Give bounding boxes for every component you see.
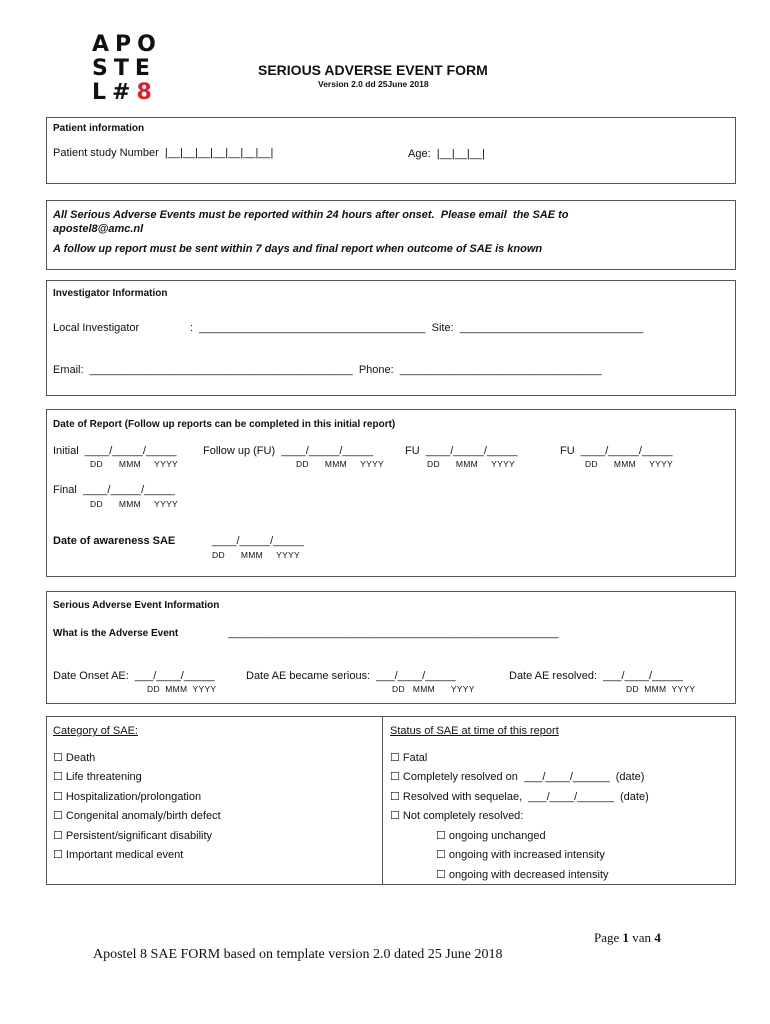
page-total: 4 — [654, 930, 661, 945]
footer-template-note: Apostel 8 SAE FORM based on template version 2.0 dated 25 June 2018 — [93, 947, 503, 962]
awareness-date-field[interactable]: ____/_____/_____ — [212, 535, 304, 547]
page-label: Page — [594, 930, 623, 945]
date-serious-format: DD MMM YYYY — [392, 684, 475, 694]
page-of-label: van — [629, 930, 655, 945]
fu3-date-format: DD MMM YYYY — [585, 459, 674, 469]
date-resolved-format: DD MMM YYYY — [626, 684, 696, 694]
status-ongoing-increased-checkbox[interactable]: ☐ ongoing with increased intensity — [436, 849, 605, 861]
fu2-date-field[interactable]: FU ____/_____/_____ — [405, 445, 518, 457]
status-not-resolved-checkbox[interactable]: ☐ Not completely resolved: — [390, 810, 524, 822]
date-resolved-field[interactable]: Date AE resolved: ___/____/_____ — [509, 670, 683, 682]
form-version: Version 2.0 dd 25June 2018 — [318, 79, 429, 89]
sae-info-heading: Serious Adverse Event Information — [53, 600, 220, 611]
notice-line-1: All Serious Adverse Events must be reported within 24 hours after onset. Please email the SAE to — [53, 209, 569, 221]
final-date-format: DD MMM YYYY — [90, 499, 179, 509]
awareness-date-format: DD MMM YYYY — [212, 550, 301, 560]
category-death-checkbox[interactable]: ☐ Death — [53, 752, 96, 764]
status-ongoing-decreased-checkbox[interactable]: ☐ ongoing with decreased intensity — [436, 869, 609, 881]
category-hospitalization-checkbox[interactable]: ☐ Hospitalization/prolongation — [53, 791, 202, 803]
followup-date-format: DD MMM YYYY — [296, 459, 385, 469]
column-divider — [382, 716, 383, 885]
initial-date-field[interactable]: Initial ____/_____/_____ — [53, 445, 177, 457]
status-ongoing-unchanged-checkbox[interactable]: ☐ ongoing unchanged — [436, 830, 546, 842]
followup-date-field[interactable]: Follow up (FU) ____/_____/_____ — [203, 445, 373, 457]
initial-date-format: DD MMM YYYY — [90, 459, 179, 469]
apostel8-logo — [92, 34, 162, 106]
logo-line-3 — [92, 82, 162, 106]
what-adverse-event-label: What is the Adverse Event — [53, 628, 179, 639]
date-onset-field[interactable]: Date Onset AE: ___/____/_____ — [53, 670, 215, 682]
fu2-date-format: DD MMM YYYY — [427, 459, 516, 469]
status-resolved-sequelae-checkbox[interactable]: ☐ Resolved with sequelae, ___/____/______ (date) — [390, 791, 649, 803]
patient-heading: Patient information — [53, 123, 145, 134]
category-disability-checkbox[interactable]: ☐ Persistent/significant disability — [53, 830, 213, 842]
report-date-heading: Date of Report (Follow up reports can be completed in this initial report) — [53, 419, 396, 430]
awareness-label: Date of awareness SAE — [53, 535, 176, 547]
status-fatal-checkbox[interactable]: ☐ Fatal — [390, 752, 428, 764]
status-completely-resolved-checkbox[interactable]: ☐ Completely resolved on ___/____/______ (date) — [390, 771, 645, 783]
page-current: 1 — [622, 930, 630, 945]
date-onset-format: DD MMM YYYY — [147, 684, 217, 694]
final-date-field[interactable]: Final ____/_____/_____ — [53, 484, 175, 496]
notice-email: apostel8@amc.nl — [53, 223, 144, 235]
age-field[interactable]: Age: |__|__|__| — [408, 148, 485, 160]
patient-study-number-field[interactable]: Patient study Number |__|__|__|__|__|__|__| — [53, 147, 274, 159]
category-congenital-checkbox[interactable]: ☐ Congenital anomaly/birth defect — [53, 810, 221, 822]
logo-number: 8 — [136, 80, 158, 105]
logo-line-1: APO — [92, 32, 162, 57]
status-heading: Status of SAE at time of this report — [390, 725, 559, 737]
notice-line-3: A follow up report must be sent within 7 days and final report when outcome of SAE is known — [53, 243, 543, 255]
date-serious-field[interactable]: Date AE became serious: ___/____/_____ — [246, 670, 456, 682]
category-important-event-checkbox[interactable]: ☐ Important medical event — [53, 849, 184, 861]
logo-line-2: STE — [92, 56, 156, 81]
form-title: SERIOUS ADVERSE EVENT FORM — [258, 62, 488, 78]
local-investigator-label: Local Investigator — [53, 322, 140, 334]
category-heading: Category of SAE: — [53, 725, 138, 737]
page-number — [594, 930, 661, 946]
email-phone-fields[interactable]: Email: ___________________________________________ Phone: _________________________________ — [53, 364, 602, 376]
investigator-heading: Investigator Information — [53, 288, 168, 299]
category-life-threatening-checkbox[interactable]: ☐ Life threatening — [53, 771, 142, 783]
logo-line-3-text: L# — [92, 80, 137, 105]
fu3-date-field[interactable]: FU ____/_____/_____ — [560, 445, 673, 457]
what-adverse-event-field[interactable]: ______________________________________________________ — [228, 627, 559, 639]
local-investigator-site-fields[interactable]: : _____________________________________ Site: ______________________________ — [190, 322, 644, 334]
